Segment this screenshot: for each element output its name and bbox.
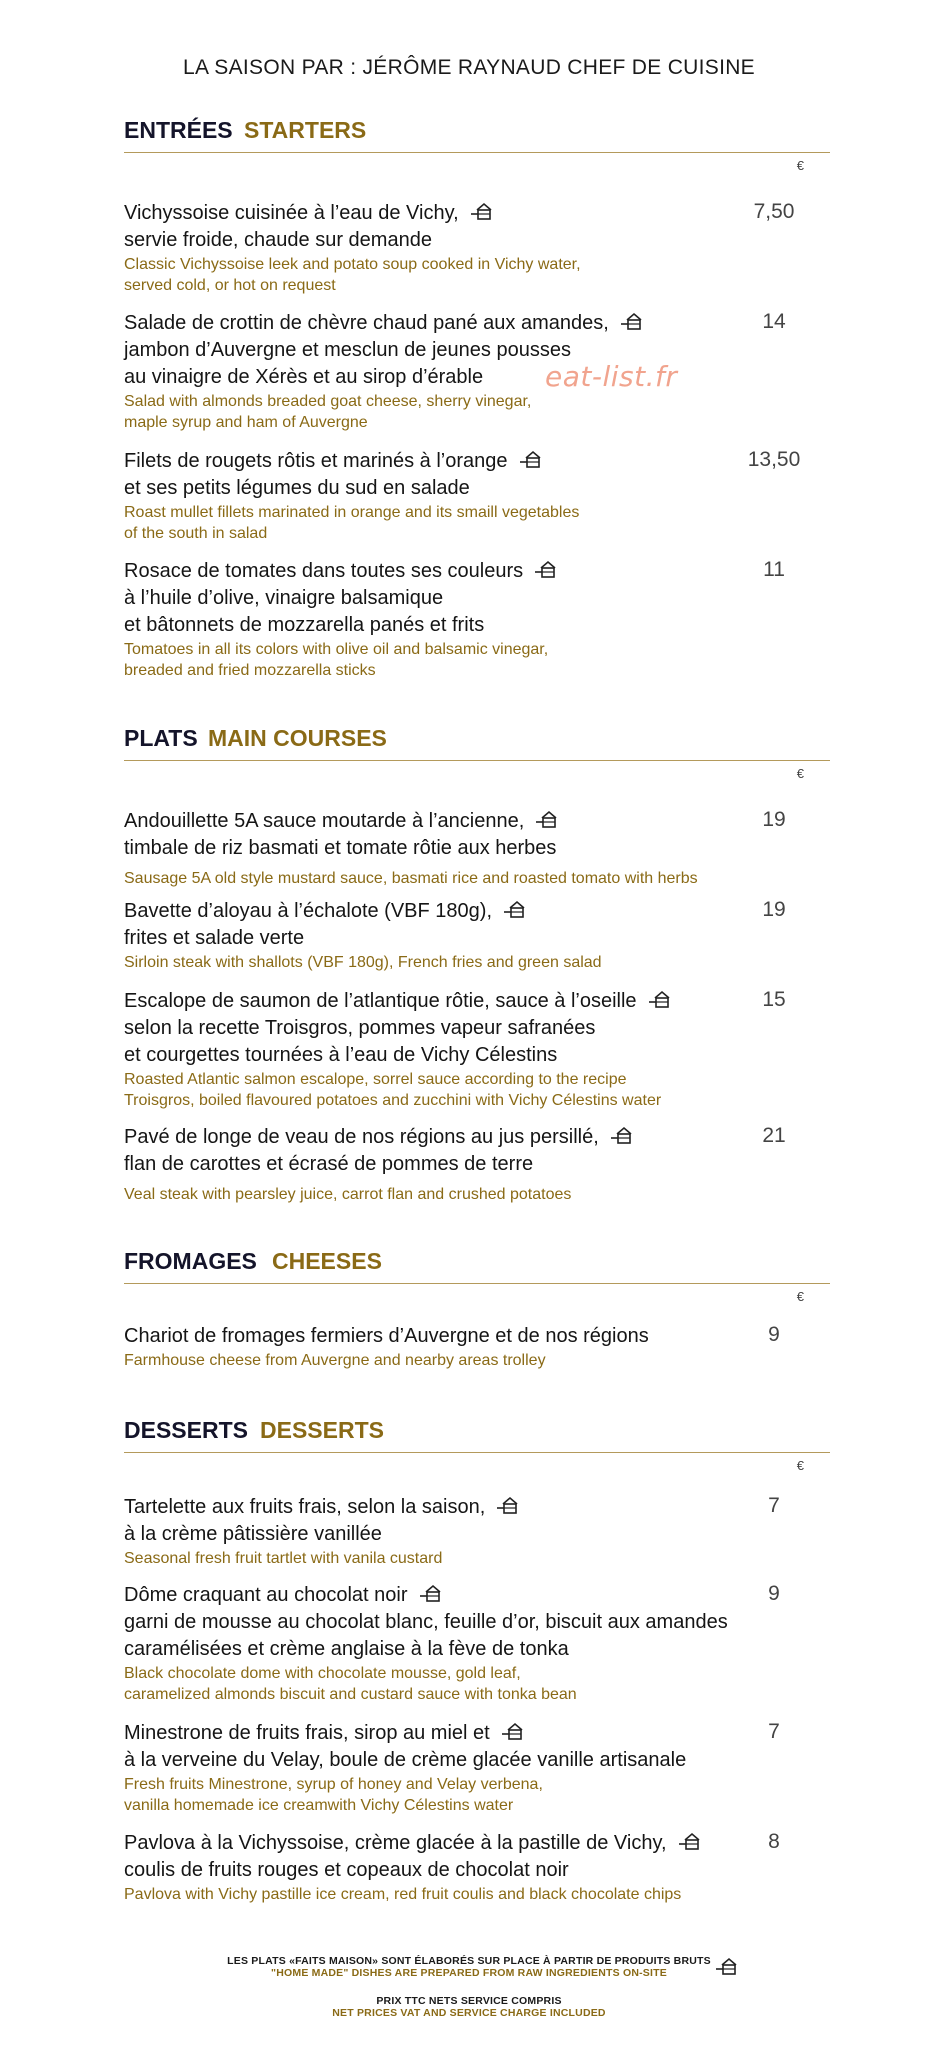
section-header (124, 112, 830, 153)
dish-name-en: Black chocolate dome with chocolate mousse, gold leaf, (124, 1665, 521, 1682)
currency-label: € (796, 1458, 804, 1473)
prices-notice (0, 1995, 938, 2019)
dish-name-en: served cold, or hot on request (124, 277, 336, 294)
dish-name-fr: frites et salade verte (124, 927, 305, 949)
dish-price: 11 (763, 558, 785, 581)
dish-name-en: maple syrup and ham of Auvergne (124, 414, 368, 431)
homemade-icon (471, 202, 497, 222)
dish-price: 21 (762, 1124, 786, 1147)
dish-item (124, 808, 830, 889)
dish-item (124, 898, 830, 973)
dish-name-en: Troisgros, boiled flavoured potatoes and zucchini with Vichy Célestins water (124, 1092, 662, 1109)
currency-label: € (796, 766, 804, 781)
dish-name-fr: Salade de crottin de chèvre chaud pané aux amandes, (124, 312, 609, 334)
dish-price: 13,50 (747, 448, 801, 471)
section-desserts (124, 1412, 830, 1903)
dish-name-fr: caramélisées et crème anglaise à la fève de tonka (124, 1638, 569, 1660)
page-title: LA SAISON PAR : JÉRÔME RAYNAUD CHEF DE CUISINE (183, 56, 755, 79)
dish-name-fr: Bavette d’aloyau à l’échalote (VBF 180g), (124, 900, 492, 922)
section-title-en: MAIN COURSES (208, 725, 387, 751)
dish-name-en: Sirloin steak with shallots (VBF 180g), French fries and green salad (124, 954, 602, 971)
dish-name-en: caramelized almonds biscuit and custard sauce with tonka bean (124, 1686, 577, 1703)
homemade-icon (497, 1496, 523, 1516)
homemade-icon (621, 312, 647, 332)
section-cheeses (124, 1243, 830, 1369)
section-title-fr: PLATS (124, 725, 198, 751)
dish-item (124, 1323, 830, 1371)
homemade-icon (535, 560, 561, 580)
dish-price: 7 (768, 1720, 780, 1743)
dish-price: 7 (768, 1494, 780, 1517)
dish-price: 15 (762, 988, 786, 1011)
homemade-icon (716, 1957, 742, 1977)
dish-name-fr: Tartelette aux fruits frais, selon la saison, (124, 1496, 486, 1518)
dish-name-en: breaded and fried mozzarella sticks (124, 662, 376, 679)
homemade-icon (679, 1832, 705, 1852)
dish-name-en: Roasted Atlantic salmon escalope, sorrel sauce according to the recipe (124, 1071, 627, 1088)
dish-item (124, 1494, 830, 1569)
dish-name-fr: au vinaigre de Xérès et au sirop d’érable (124, 366, 484, 388)
dish-name-fr: coulis de fruits rouges et copeaux de chocolat noir (124, 1859, 569, 1881)
dish-name-fr: Dôme craquant au chocolat noir (124, 1584, 408, 1606)
dish-name-fr: flan de carottes et écrasé de pommes de terre (124, 1153, 534, 1175)
dish-name-en: Roast mullet fillets marinated in orange and its smaill vegetables (124, 504, 580, 521)
homemade-notice (0, 1955, 938, 1979)
dish-price: 19 (762, 808, 786, 831)
dish-item (124, 988, 830, 1111)
dish-name-en: Farmhouse cheese from Auvergne and nearby areas trolley (124, 1352, 546, 1369)
prices-notice-en: NET PRICES VAT AND SERVICE CHARGE INCLUDED (332, 2007, 606, 2019)
dish-price: 14 (762, 310, 786, 333)
homemade-icon (504, 900, 530, 920)
dish-name-en: Pavlova with Vichy pastille ice cream, red fruit coulis and black chocolate chips (124, 1886, 682, 1903)
dish-item (124, 1830, 830, 1905)
dish-name-fr: selon la recette Troisgros, pommes vapeur safranées (124, 1017, 596, 1039)
dish-item (124, 1124, 830, 1205)
section-main-courses (124, 720, 830, 1203)
dish-name-fr: jambon d’Auvergne et mesclun de jeunes pousses (124, 339, 571, 361)
dish-price: 7,50 (753, 200, 795, 223)
dish-item (124, 558, 830, 681)
dish-name-fr: timbale de riz basmati et tomate rôtie aux herbes (124, 837, 557, 859)
section-title-fr: ENTRÉES (124, 117, 233, 143)
homemade-icon (536, 810, 562, 830)
currency-label: € (796, 1289, 804, 1304)
dish-name-en: of the south in salad (124, 525, 268, 542)
homemade-notice-fr: LES PLATS «FAITS MAISON» SONT ÉLABORÉS SUR PLACE À PARTIR DE PRODUITS BRUTS (227, 1955, 711, 1967)
section-title-en: CHEESES (272, 1248, 382, 1274)
dish-name-en: Salad with almonds breaded goat cheese, sherry vinegar, (124, 393, 532, 410)
dish-name-fr: à la verveine du Velay, boule de crème glacée vanille artisanale (124, 1749, 687, 1771)
dish-item (124, 1720, 830, 1816)
dish-name-en: Seasonal fresh fruit tartlet with vanila custard (124, 1550, 443, 1567)
dish-name-en: Sausage 5A old style mustard sauce, basmati rice and roasted tomato with herbs (124, 870, 698, 887)
dish-name-fr: et bâtonnets de mozzarella panés et frits (124, 614, 485, 636)
dish-name-fr: Pavlova à la Vichyssoise, crème glacée à la pastille de Vichy, (124, 1832, 667, 1854)
homemade-icon (420, 1584, 446, 1604)
dish-name-en: Veal steak with pearsley juice, carrot flan and crushed potatoes (124, 1186, 572, 1203)
dish-name-fr: à la crème pâtissière vanillée (124, 1523, 382, 1545)
dish-name-fr: Pavé de longe de veau de nos régions au jus persillé, (124, 1126, 599, 1148)
dish-name-fr: Escalope de saumon de l’atlantique rôtie, sauce à l’oseille (124, 990, 637, 1012)
homemade-icon (649, 990, 675, 1010)
dish-name-fr: et courgettes tournées à l’eau de Vichy Célestins (124, 1044, 558, 1066)
dish-price: 8 (768, 1830, 780, 1853)
section-title-en: STARTERS (244, 117, 367, 143)
section-title-en: DESSERTS (260, 1417, 384, 1443)
homemade-notice-en: "HOME MADE" DISHES ARE PREPARED FROM RAW INGREDIENTS ON-SITE (271, 1967, 667, 1979)
dish-price: 9 (768, 1323, 780, 1346)
watermark: eat-list.fr (545, 360, 678, 393)
homemade-icon (520, 450, 546, 470)
dish-name-fr: Minestrone de fruits frais, sirop au miel et (124, 1722, 490, 1744)
section-title-fr: FROMAGES (124, 1248, 257, 1274)
section-header (124, 1243, 830, 1284)
dish-name-fr: Rosace de tomates dans toutes ses couleurs (124, 560, 524, 582)
dish-name-fr: Andouillette 5A sauce moutarde à l’ancienne, (124, 810, 525, 832)
homemade-icon (611, 1126, 637, 1146)
currency-label: € (796, 158, 804, 173)
dish-item (124, 200, 830, 296)
dish-name-en: vanilla homemade ice creamwith Vichy Célestins water (124, 1797, 514, 1814)
dish-name-en: Tomatoes in all its colors with olive oil and balsamic vinegar, (124, 641, 549, 658)
section-header (124, 720, 830, 761)
dish-name-fr: et ses petits légumes du sud en salade (124, 477, 470, 499)
dish-item (124, 1582, 830, 1705)
dish-item (124, 310, 830, 433)
dish-name-fr: garni de mousse au chocolat blanc, feuille d’or, biscuit aux amandes (124, 1611, 728, 1633)
dish-name-en: Classic Vichyssoise leek and potato soup cooked in Vichy water, (124, 256, 581, 273)
dish-name-fr: à l’huile d’olive, vinaigre balsamique (124, 587, 444, 609)
section-title-fr: DESSERTS (124, 1417, 248, 1443)
section-header (124, 1412, 830, 1453)
dish-item (124, 448, 830, 544)
dish-name-fr: Filets de rougets rôtis et marinés à l’orange (124, 450, 508, 472)
dish-name-en: Fresh fruits Minestrone, syrup of honey and Velay verbena, (124, 1776, 543, 1793)
dish-price: 9 (768, 1582, 780, 1605)
dish-name-fr: Vichyssoise cuisinée à l’eau de Vichy, (124, 202, 459, 224)
dish-name-fr: Chariot de fromages fermiers d’Auvergne et de nos régions (124, 1325, 649, 1347)
prices-notice-fr: PRIX TTC NETS SERVICE COMPRIS (376, 1995, 562, 2007)
homemade-icon (502, 1722, 528, 1742)
dish-name-fr: servie froide, chaude sur demande (124, 229, 432, 251)
dish-price: 19 (762, 898, 786, 921)
